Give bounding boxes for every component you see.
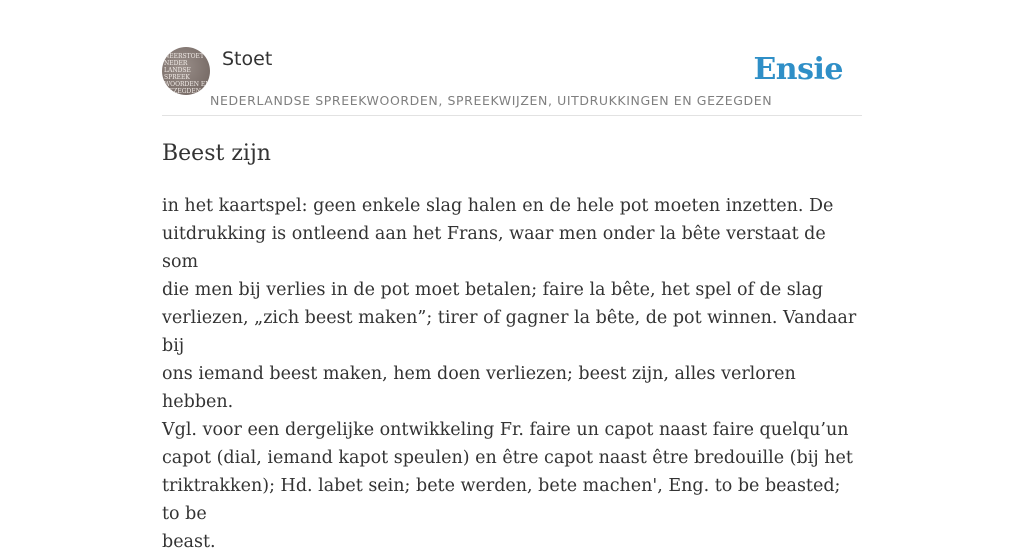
site-header (162, 46, 862, 116)
entry-title: Beest zijn (162, 141, 271, 166)
avatar-logo-text: NEERSTOET NEDER LANDSE SPREEK WOORDEN EN GEZEGDEN (164, 53, 210, 95)
source-subtitle[interactable]: NEDERLANDSE SPREEKWOORDEN, SPREEKWIJZEN, UITDRUKKINGEN EN GEZEGDEN (210, 93, 773, 108)
author-avatar[interactable] (162, 47, 210, 95)
author-name[interactable]: Stoet (222, 48, 273, 70)
entry-body: in het kaartspel: geen enkele slag halen en de hele pot moeten inzetten. De uitdrukking is ontleend aan het Frans, waar men onder la bête verstaat de som die men bij verlies in de pot moet betalen; faire la bête, het spel of de slag verliezen, „zich beest maken”; tirer of gagner la bête, de pot winnen. Vandaar bij ons iemand beest maken, hem doen verliezen; beest zijn, alles verloren hebben. Vgl. voor een dergelijke ontwikkeling Fr. faire un capot naast faire quelqu’un capot (dial, iemand kapot speulen) en être capot naast être bredouille (bij het triktrakken); Hd. labet sein; bete werden, bete machen', Eng. to be beasted; to be beast. (162, 196, 857, 552)
brand-logo[interactable]: Ensie (753, 52, 843, 87)
